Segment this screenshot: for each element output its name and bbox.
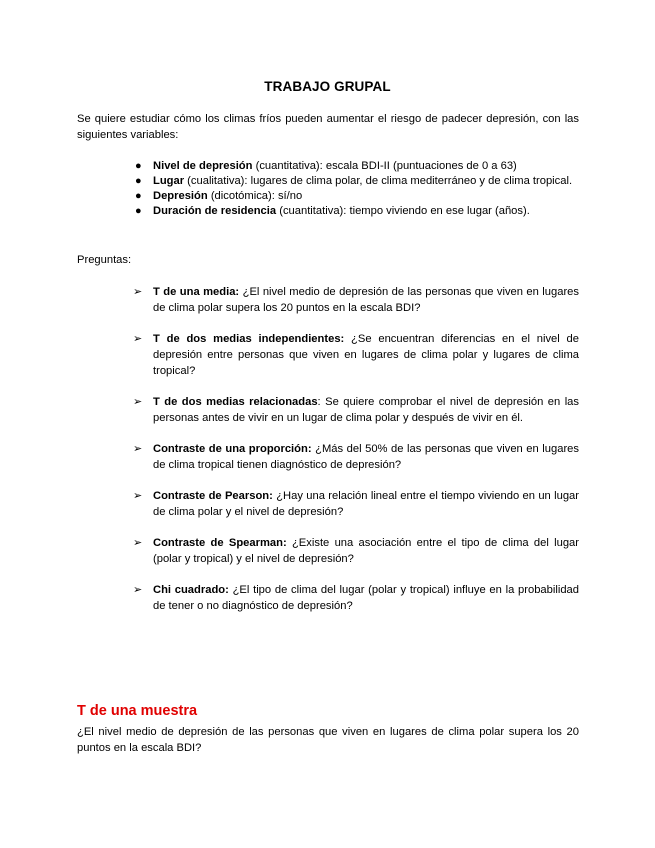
arrow-bullet-icon: ➢: [133, 584, 143, 596]
question-name: Chi cuadrado:: [153, 584, 229, 596]
variables-list: [135, 159, 579, 219]
bullet-icon: ●: [135, 205, 142, 217]
variable-name: Nivel de depresión: [153, 160, 253, 172]
variable-description: (cuantitativa): tiempo viviendo en ese lugar (años).: [276, 205, 530, 217]
question-name: Contraste de una proporción:: [153, 443, 312, 455]
variable-description: (cualitativa): lugares de clima polar, de clima mediterráneo y de clima tropical.: [184, 175, 573, 187]
variable-description: (cuantitativa): escala BDI-II (puntuaciones de 0 a 63): [252, 160, 517, 172]
question-contraste-proporcion: [133, 441, 579, 473]
question-t-una-media: [133, 284, 579, 316]
arrow-bullet-icon: ➢: [133, 443, 143, 455]
question-name: T de dos medias independientes:: [153, 333, 345, 345]
arrow-bullet-icon: ➢: [133, 286, 143, 298]
intro-paragraph: Se quiere estudiar cómo los climas fríos pueden aumentar el riesgo de padecer depresión, con las siguientes variables:: [77, 113, 579, 141]
question-text: ¿Hay una relación lineal entre el tiempo viviendo en un lugar de clima polar y el nivel de depresión?: [153, 490, 579, 518]
question-chi-cuadrado: [133, 582, 579, 614]
questions-list: [133, 284, 580, 629]
question-t-dos-medias-relacionadas: [133, 394, 579, 426]
arrow-bullet-icon: ➢: [133, 490, 143, 502]
variable-description: (dicotómica): sí/no: [207, 190, 303, 202]
question-t-dos-medias-independientes: [133, 331, 579, 379]
question-text: ¿Se encuentran diferencias en el nivel de depresión entre personas que viven en lugares de clima polar y lugares de clima tropical?: [153, 333, 579, 377]
bullet-icon: ●: [135, 175, 142, 187]
list-item-depresion: [135, 189, 579, 204]
bullet-icon: ●: [135, 160, 142, 172]
question-text: ¿Existe una asociación entre el tipo de clima del lugar (polar y tropical) y el nivel de depresión?: [153, 537, 580, 565]
list-item-lugar: [135, 174, 579, 189]
variable-name: Duración de residencia: [153, 205, 277, 217]
bullet-icon: ●: [135, 190, 142, 202]
question-text: ¿El nivel medio de depresión de las personas que viven en lugares de clima polar supera los 20 puntos en la escala BDI?: [153, 286, 579, 314]
variable-name: Lugar: [153, 175, 185, 187]
arrow-bullet-icon: ➢: [133, 333, 143, 345]
question-contraste-pearson: [133, 488, 579, 520]
question-text: : Se quiere comprobar el nivel de depresión en las personas antes de vivir en un lugar de clima polar y después de vivir en él.: [153, 396, 579, 424]
variable-name: Depresión: [153, 190, 208, 202]
list-item-duracion-residencia: [135, 204, 579, 219]
question-text: ¿Más del 50% de las personas que viven en lugares de clima tropical tienen diagnóstico de depresión?: [153, 443, 579, 471]
arrow-bullet-icon: ➢: [133, 537, 143, 549]
section-heading: T de una muestra: [77, 703, 198, 719]
document-title: TRABAJO GRUPAL: [264, 79, 391, 94]
question-name: T de dos medias relacionadas: [153, 396, 318, 408]
arrow-bullet-icon: ➢: [133, 396, 143, 408]
preguntas-label: Preguntas:: [77, 254, 132, 266]
question-name: Contraste de Spearman:: [153, 537, 287, 549]
question-name: T de una media:: [153, 286, 240, 298]
question-name: Contraste de Pearson:: [153, 490, 273, 502]
section-paragraph: ¿El nivel medio de depresión de las personas que viven en lugares de clima polar supera los 20 puntos en la escala BDI?: [77, 726, 579, 754]
question-text: ¿El tipo de clima del lugar (polar y tropical) influye en la probabilidad de tener o no diagnóstico de depresión?: [153, 584, 579, 612]
question-contraste-spearman: [133, 535, 580, 567]
list-item-nivel-depresion: [135, 159, 579, 174]
